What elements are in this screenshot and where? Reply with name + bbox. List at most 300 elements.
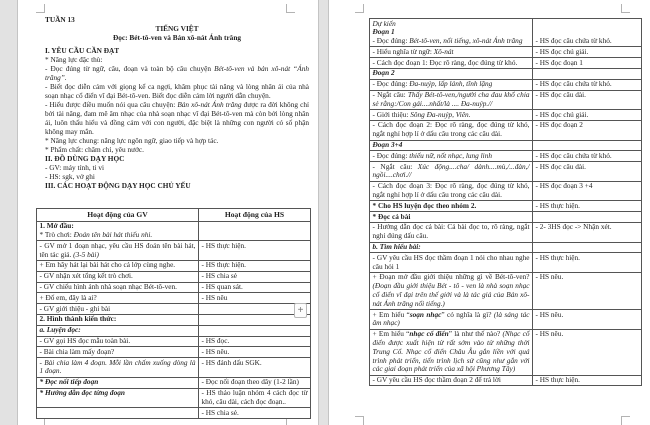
table-row (37, 408, 311, 419)
table-row (37, 271, 311, 282)
table-row (370, 120, 642, 140)
text-run: 2. Hình thành kiến thức: (39, 314, 117, 324)
table-row (370, 90, 642, 110)
paragraph (45, 145, 309, 154)
paragraph (373, 20, 530, 29)
text-run: - HS đọc. (201, 336, 230, 346)
paragraph (40, 389, 196, 398)
text-run: - HS chia sẻ (201, 271, 237, 281)
text-run: * Năng lực đặc thù: (45, 55, 103, 64)
table-row (370, 242, 642, 253)
hs-activity-cell (199, 325, 311, 336)
text-run: thiếu nữ, nốt nhạc, lung linh (409, 150, 493, 160)
text-run: - HS nêu. (535, 309, 564, 319)
table-row (370, 329, 642, 375)
text-run: Xô-nát (433, 46, 454, 56)
text-run: soạn nhạc (409, 309, 442, 319)
table-row (370, 253, 642, 273)
table-row (370, 162, 642, 182)
paragraph (202, 359, 308, 368)
paragraph (45, 46, 309, 55)
paragraph (536, 376, 639, 385)
paragraph (536, 111, 639, 120)
text-run: - GV gọi HS đọc mẫu toàn bài. (39, 336, 131, 346)
gv-activity-cell (370, 68, 533, 79)
text-run: (Đoạn đầu giới thiệu Bét - tô - ven là nhà soạn nhạc cổ điển vĩ đại trên thế giới và là tác giả của Bản xô-nát Ánh trăng nổi tiếng.) (372, 281, 530, 308)
paragraph (45, 181, 309, 190)
gv-activity-cell (370, 201, 533, 212)
text-run: - HS đọc câu chứa từ khó. (535, 79, 612, 89)
gv-activity-cell (37, 347, 199, 358)
paragraph (40, 348, 196, 357)
text-run: được ra đời không chỉ bởi tài năng, đam mê âm nhạc của nhà soạn nhạc vĩ đại Bét-tô-ven mà còn bởi lòng nhân ái, luôn thấu hiểu và đồng cảm với con người, đặc biệt là những con người có số phận không may mắn. (45, 100, 309, 136)
gv-activity-cell (370, 212, 533, 223)
text-run: * Hướng dẫn đọc từng đoạn (39, 388, 125, 398)
text-run: - HS thực hiện. (201, 240, 246, 250)
text-run: - Bài chia làm 4 đoạn. Mỗi lần chấm xuống dòng là 1 đoạn. (39, 357, 196, 376)
gv-activity-cell (37, 314, 199, 325)
gv-activity-cell (370, 58, 533, 69)
gv-activity-cell (370, 310, 533, 330)
paragraph (536, 37, 639, 46)
text-run: - HS thực hiện. (201, 260, 246, 270)
text-run: - HS đánh dấu SGK. (201, 357, 262, 367)
text-run: (Nhạc cổ điển được xuất hiện từ rất sớm vào từ những thời Trung Cổ. Nhạc cổ điển Châu Âu gắn liền với quá trình phát triển, tiến trình lịch sử cũng như gắn với các giai đoạn phát triển của xã hội Phương Tây) (372, 329, 530, 374)
text-run: - HS nêu. (201, 346, 230, 356)
text-run: - GV yêu cầu HS đọc thầm đoạn 1 nói cho nhau nghe câu hỏi 1 (372, 252, 530, 271)
activities-table-page1 (36, 208, 311, 419)
paragraph (373, 376, 530, 385)
paragraph (373, 152, 530, 161)
hs-activity-cell (533, 253, 642, 273)
gv-activity-cell (370, 90, 533, 110)
paragraph (373, 163, 530, 181)
table-row (370, 212, 642, 223)
table-row (37, 304, 311, 315)
gv-activity-cell (370, 151, 533, 162)
text-run: - HS đọc đoạn 1 (535, 57, 583, 67)
text-run: * Trò chơi: (39, 230, 74, 240)
paragraph (373, 182, 530, 200)
text-run: - Đọc đúng từ ngữ, câu, đoạn và toàn bộ câu chuyện (45, 64, 215, 73)
paragraph (536, 330, 639, 339)
paragraph (373, 111, 530, 120)
text-run: * Đọc nối tiếp đoạn (39, 377, 99, 387)
table-row (370, 110, 642, 121)
text-run: - HS đọc câu dài. (535, 90, 586, 100)
text-run: Sông Đa-nuýp, Viên. (410, 109, 471, 119)
paragraph (45, 64, 309, 82)
text-run: - Biết đọc diễn cảm với giọng kể ca ngợi, khâm phục tài năng và lòng nhân ái của nhà soạn nhạc cổ điển vĩ đại Bét-tô-ven. Biết đọc diễn cảm lời người dẫn chuyện. (45, 82, 309, 100)
text-run: Xúc động....cha/ dành....mù,/...đàn,/ ngồi....chơi.// (372, 161, 530, 180)
text-run: Bét-tô-ven, nổi tiếng, xô-nát Ánh trăng (409, 36, 523, 46)
paragraph (40, 337, 196, 346)
gv-activity-cell (370, 120, 533, 140)
table-row (37, 221, 311, 241)
table-row (370, 68, 642, 79)
paragraph (373, 223, 530, 241)
paragraph (536, 223, 639, 232)
paragraph (373, 80, 530, 89)
table-row (370, 310, 642, 330)
paragraph (373, 202, 530, 211)
hs-activity-cell (533, 310, 642, 330)
hs-activity-cell (533, 151, 642, 162)
text-run: + Đoạn mở đầu giới thiệu những gì về Bét-tô-ven? (372, 272, 530, 282)
hs-activity-cell (199, 282, 311, 293)
hs-activity-cell (533, 90, 642, 110)
gv-activity-cell (37, 408, 199, 419)
gv-activity-cell (370, 222, 533, 242)
text-run: + Đố em, đây là ai? (39, 292, 97, 302)
paragraph (373, 91, 530, 109)
gv-activity-cell (37, 241, 199, 261)
text-run: - Giới thiệu: (372, 109, 411, 119)
text-run: (3-5 bài) (73, 249, 99, 259)
table-row (370, 222, 642, 242)
gv-activity-cell (370, 140, 533, 151)
table-row (37, 377, 311, 388)
table-row (37, 282, 311, 293)
paragraph (536, 91, 639, 100)
gv-activity-cell (37, 358, 199, 378)
paragraph (373, 213, 530, 222)
table-row (370, 151, 642, 162)
paragraph (202, 294, 308, 303)
text-run: * Cho HS luyện đọc theo nhóm 2. (372, 200, 477, 210)
text-run: * Năng lực chung: năng lực ngôn ngữ, giao tiếp và hợp tác. (45, 136, 219, 145)
text-run: Đoán tên bài hát thiếu nhi. (73, 230, 153, 240)
crop-mark-icon (621, 416, 630, 425)
paragraph (536, 163, 639, 172)
paragraph (40, 294, 196, 303)
text-run: - HS đọc chú giải. (535, 109, 589, 119)
paragraph (202, 337, 308, 346)
paragraph (40, 378, 196, 387)
gv-activity-cell (370, 375, 533, 386)
gv-activity-cell (370, 272, 533, 309)
text-run: - HS nêu (201, 292, 228, 302)
hs-activity-cell (199, 260, 311, 271)
text-run: - HS nêu. (535, 329, 564, 339)
text-run: - HS thảo luận nhóm 4 cách đọc từ khó, câu dài, cách đọc đoạn.. (201, 388, 308, 406)
table-row (370, 140, 642, 151)
text-run: - HS thực hiện. (535, 375, 580, 385)
hs-activity-cell (199, 271, 311, 282)
paragraph (40, 272, 196, 281)
text-run: - Cách đọc đoạn 3: Đọc rõ ràng, đọc đúng từ khó, ngắt nghỉ hợp lí ở dấu câu trong các câu dài. (372, 181, 530, 200)
table-row (370, 19, 642, 47)
paragraph (536, 311, 639, 320)
table-header: Hoạt động của GV (37, 209, 199, 222)
gv-activity-cell (37, 377, 199, 388)
text-run: * Phẩm chất: chăm chỉ, yêu nước. (45, 145, 144, 154)
document-page-right (328, 0, 650, 425)
activities-table-page2 (369, 18, 642, 386)
table-header: Hoạt động của HS (199, 209, 311, 222)
text-run: TUẦN 13 (45, 15, 75, 24)
paragraph (45, 163, 309, 172)
gv-activity-cell (37, 388, 199, 408)
paragraph (45, 100, 309, 136)
table-row (370, 272, 642, 309)
text-run: Đa-nuýp, lấp lánh, tĩnh lặng (409, 79, 493, 89)
crop-mark-icon (355, 416, 364, 425)
paragraph (40, 359, 196, 377)
text-run: I. YÊU CẦU CẦN ĐẠT (45, 46, 120, 55)
crop-mark-icon (36, 4, 45, 13)
hs-activity-cell (533, 110, 642, 121)
hs-activity-cell (533, 58, 642, 69)
table-row (370, 79, 642, 90)
text-run: Bản xô-nát Ánh trăng (177, 100, 242, 109)
paragraph (45, 15, 309, 24)
crop-mark-icon (286, 4, 295, 13)
paragraph (45, 172, 309, 181)
text-run: - HS thực hiện. (535, 252, 580, 262)
gv-activity-cell (37, 271, 199, 282)
paragraph (536, 273, 639, 282)
table-header-row (37, 209, 311, 222)
paragraph (45, 24, 309, 33)
text-run: - HS đọc đoạn 2 (535, 120, 583, 130)
paragraph (373, 69, 530, 78)
hs-activity-cell (533, 375, 642, 386)
paragraph (45, 55, 309, 64)
text-run: - Hướng dẫn đọc cả bài: Cả bài đọc to, rõ ràng, ngắt nghỉ đúng dấu câu. (372, 222, 530, 241)
text-run: - HS đọc câu chứa từ khó. (535, 150, 612, 160)
paragraph (536, 121, 639, 130)
text-run: b. Tìm hiểu bài: (372, 242, 421, 252)
text-run: - HS: sgk, vở ghi (45, 172, 95, 181)
text-run: - Ngắt câu: (372, 161, 418, 171)
gv-activity-cell (37, 260, 199, 271)
text-run: - HS nêu. (535, 272, 564, 282)
hs-activity-cell (533, 201, 642, 212)
text-run: (là sáng tác âm nhạc) (372, 309, 530, 328)
hs-activity-cell (533, 242, 642, 253)
gv-activity-cell (370, 47, 533, 58)
gv-activity-cell (370, 253, 533, 273)
text-run: ” là như thế nào? (448, 329, 503, 339)
paragraph (536, 202, 639, 211)
table-row (37, 293, 311, 304)
table-row (37, 336, 311, 347)
text-run: Đọc: Bét-tô-ven và Bản xô-nát Ánh trăng (112, 33, 242, 42)
table-row (37, 347, 311, 358)
text-run: - Bài chia làm mấy đoạn? (39, 346, 115, 356)
paragraph (373, 311, 530, 329)
text-run: Thấy Bét-tô-ven,/người cha đau khổ chia sẻ rằng:/Con gái....nhất/là .... Đa-nuýp.// (372, 90, 530, 108)
table-row (370, 47, 642, 58)
hs-activity-cell (533, 162, 642, 182)
text-run: - GV chiếu hình ảnh nhà soạn nhạc Bét-tô-ven. (39, 282, 177, 292)
hs-activity-cell (533, 140, 642, 151)
paragraph (536, 20, 639, 29)
paragraph (40, 261, 196, 270)
text-run: - Hiểu nghĩa từ ngữ: (372, 46, 434, 56)
text-run: Bét-tô-ven và bản xô-nát “Ánh trăng”. (45, 64, 309, 82)
text-run: - GV: máy tính, ti vi (45, 163, 105, 172)
text-run: - Cách đọc đoạn 1: Đọc rõ ràng, đọc đúng từ khó. (372, 57, 518, 67)
paragraph (373, 243, 530, 252)
paragraph (40, 326, 196, 335)
table-row (37, 358, 311, 378)
text-run: - Đọc đúng: (372, 79, 410, 89)
hs-activity-cell (199, 347, 311, 358)
hs-activity-cell (199, 388, 311, 408)
hs-activity-cell (533, 329, 642, 375)
lesson-plan-body (45, 15, 309, 190)
hs-activity-cell (533, 68, 642, 79)
gv-activity-cell (370, 181, 533, 201)
text-run: Đoạn 1 (372, 27, 395, 37)
text-run: - Ngắt câu: (372, 90, 408, 100)
text-run: a. Luyện đọc: (39, 325, 81, 335)
text-run: 1. Mở đầu: (39, 221, 74, 231)
table-row (37, 241, 311, 261)
paragraph (45, 82, 309, 100)
text-run: Đoạn 2 (372, 68, 395, 78)
text-run: + Em hiểu “ (372, 309, 410, 319)
gv-activity-cell (370, 329, 533, 375)
text-run: - Đọc nối đoạn theo dãy (1-2 lần) (201, 377, 299, 387)
text-run: - HS đọc đoạn 3 +4 (535, 181, 593, 191)
text-run: - HS thực hiện. (535, 200, 580, 210)
table-row (370, 181, 642, 201)
crop-mark-icon (621, 4, 630, 13)
table-row (370, 201, 642, 212)
paragraph (40, 315, 196, 324)
gv-activity-cell (370, 242, 533, 253)
plus-icon: + (297, 305, 304, 316)
hs-activity-cell (199, 358, 311, 378)
hs-activity-cell (199, 293, 311, 304)
text-run: - Cách đọc đoạn 2: Đọc rõ ràng, đọc đúng từ khó, ngắt nghỉ hợp lí ở dấu câu trong các câu dài. (372, 120, 530, 139)
paragraph (373, 48, 530, 57)
paragraph (536, 80, 639, 89)
paragraph (202, 348, 308, 357)
hs-activity-cell (533, 212, 642, 223)
paragraph (202, 378, 308, 387)
paragraph (202, 389, 308, 407)
gv-activity-cell (370, 19, 533, 47)
text-run: + Em hãy hát lại bài hát cho cả lớp cùng nghe. (39, 260, 176, 270)
gv-activity-cell (370, 110, 533, 121)
paragraph (202, 242, 308, 251)
paragraph (373, 37, 530, 46)
paragraph (40, 305, 196, 314)
table-row (37, 260, 311, 271)
document-page-left (17, 0, 319, 425)
paragraph (202, 272, 308, 281)
text-run: * Đọc cả bài (372, 211, 411, 221)
gv-activity-cell (37, 304, 199, 315)
text-run: - GV giới thiệu - ghi bài (39, 303, 111, 313)
paragraph (202, 409, 308, 418)
paragraph (536, 48, 639, 57)
text-run: III. CÁC HOẠT ĐỘNG DẠY HỌC CHỦ YẾU (45, 181, 191, 190)
text-run: - HS chia sẻ. (201, 407, 239, 417)
hs-activity-cell (533, 222, 642, 242)
paragraph (536, 254, 639, 263)
paragraph (40, 242, 196, 260)
table-row (37, 325, 311, 336)
text-run: - HS đọc câu chứa từ khó. (535, 36, 612, 46)
paragraph (373, 254, 530, 272)
text-run: Dự kiến (372, 18, 396, 28)
hs-activity-cell (533, 181, 642, 201)
text-run: - HS đọc câu dài. (535, 161, 586, 171)
paragraph (373, 59, 530, 68)
paragraph (45, 33, 309, 42)
paragraph (373, 141, 530, 150)
hs-activity-cell (533, 19, 642, 47)
text-run: Đoạn 3+4 (372, 140, 403, 150)
gv-activity-cell (37, 325, 199, 336)
text-run: TIẾNG VIỆT (155, 24, 199, 33)
gv-activity-cell (370, 162, 533, 182)
crop-mark-icon (355, 4, 364, 13)
text-run: II. ĐỒ DÙNG DẠY HỌC (45, 154, 125, 163)
paragraph (202, 283, 308, 292)
text-run: - 2- 3HS đọc -> Nhận xét. (535, 222, 612, 232)
paragraph (40, 283, 196, 292)
gv-activity-cell (370, 79, 533, 90)
text-run: - GV yêu cầu HS đọc thầm đoạn 2 để trả lời (372, 375, 501, 385)
paragraph (536, 182, 639, 191)
gv-activity-cell (37, 336, 199, 347)
paragraph (45, 136, 309, 145)
gv-activity-cell (37, 293, 199, 304)
table-row (37, 388, 311, 408)
text-run: - Hiểu được điều muốn nói qua câu chuyện: (45, 100, 178, 109)
hs-activity-cell (199, 408, 311, 419)
insert-plus-button[interactable] (294, 303, 307, 318)
table-row (370, 58, 642, 69)
paragraph (536, 152, 639, 161)
text-run: nhạc cổ điển (409, 329, 449, 339)
paragraph (373, 121, 530, 139)
text-run: - Đọc đúng: (372, 150, 410, 160)
hs-activity-cell (199, 241, 311, 261)
paragraph (536, 59, 639, 68)
paragraph (40, 231, 196, 240)
text-run: - HS quan sát. (201, 282, 243, 292)
table-row (37, 314, 311, 325)
gv-activity-cell (37, 221, 199, 241)
paragraph (45, 154, 309, 163)
hs-activity-cell (533, 272, 642, 309)
hs-activity-cell (533, 79, 642, 90)
paragraph (373, 330, 530, 374)
hs-activity-cell (533, 120, 642, 140)
gv-activity-cell (37, 282, 199, 293)
text-run: - HS đọc chú giải. (535, 46, 589, 56)
hs-activity-cell (199, 221, 311, 241)
paragraph (202, 261, 308, 270)
text-run: ” có nghĩa là gì? (441, 309, 494, 319)
table-row (370, 375, 642, 386)
text-run: - Đọc đúng: (372, 36, 410, 46)
text-run: - GV mở 1 đoạn nhạc, yêu cầu HS đoán tên bài hát, tên tác giả. (39, 240, 196, 259)
text-run: + Em hiểu “ (372, 329, 410, 339)
paragraph (373, 273, 530, 308)
hs-activity-cell (533, 47, 642, 58)
hs-activity-cell (199, 336, 311, 347)
hs-activity-cell (199, 377, 311, 388)
text-run: - GV nhận xét tổng kết trò chơi. (39, 271, 133, 281)
